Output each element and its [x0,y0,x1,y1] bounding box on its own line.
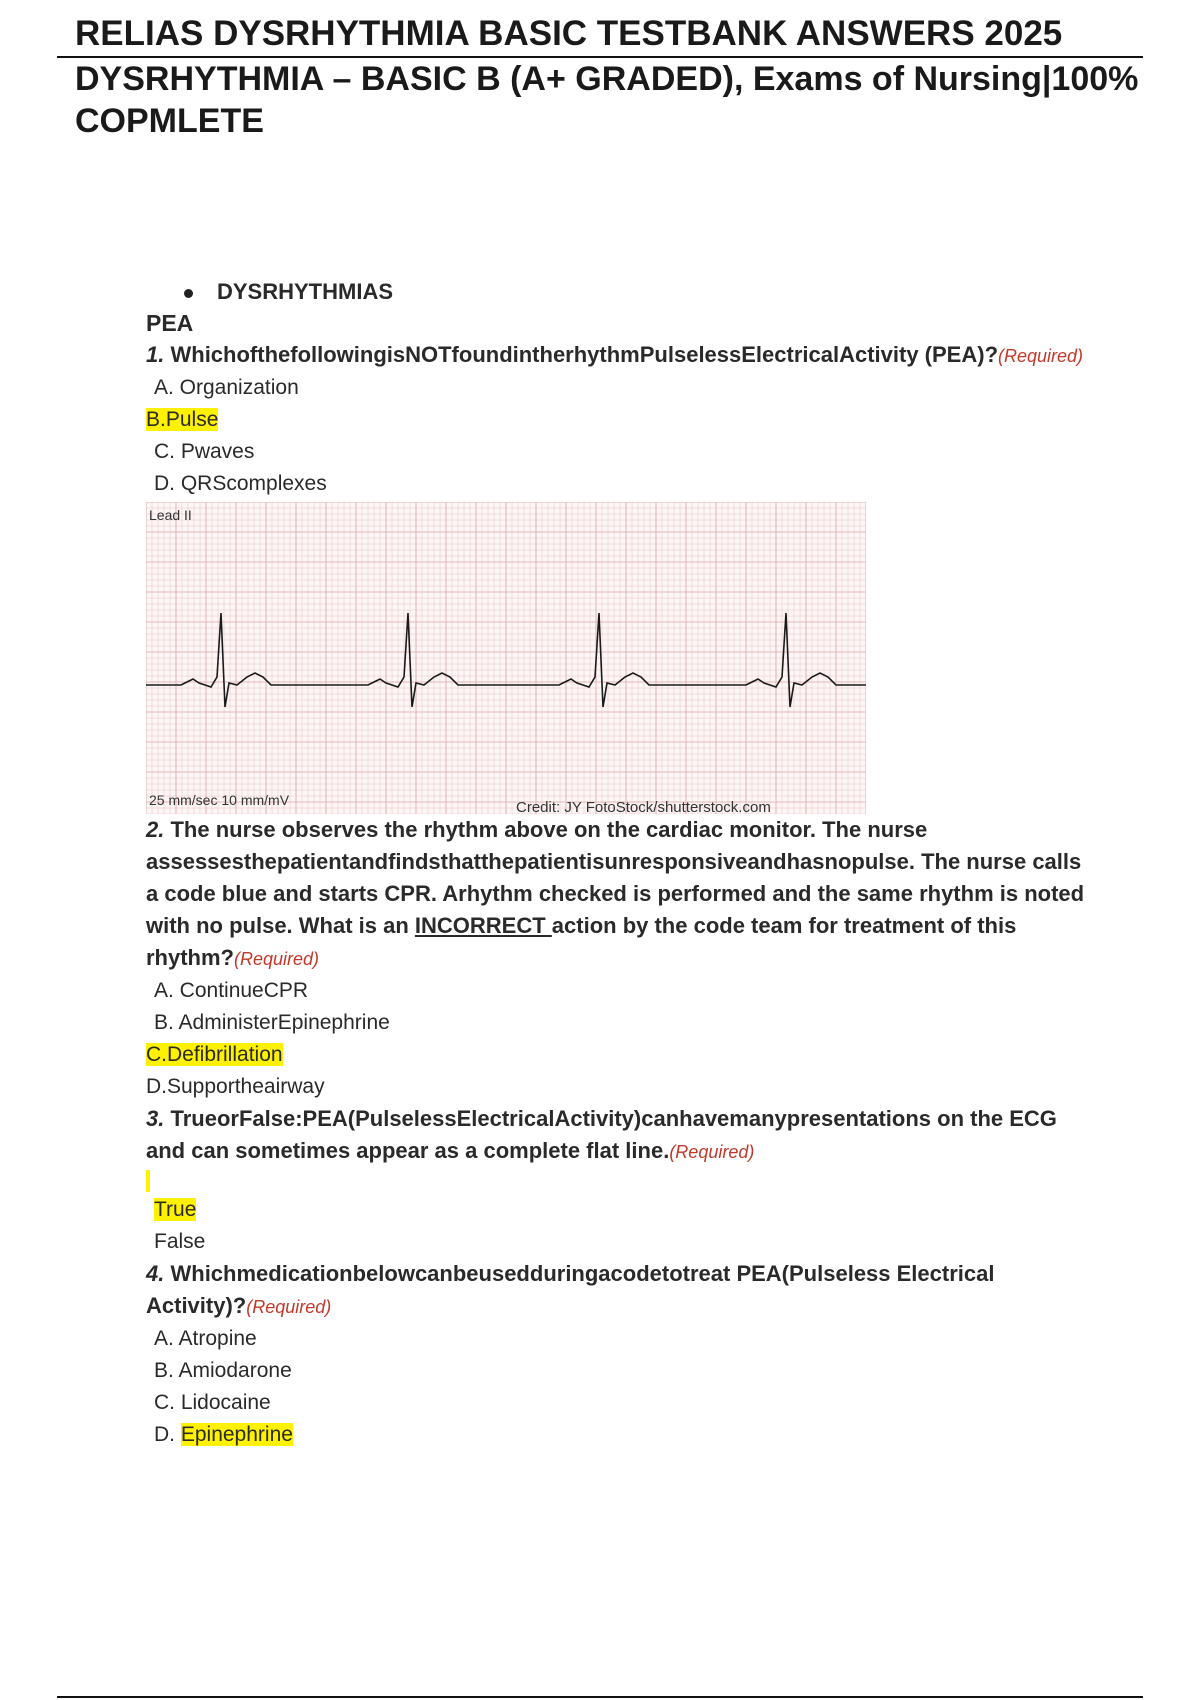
option-1b-answer: B.Pulse [146,408,219,431]
option-1a: A. Organization [154,376,299,399]
footer-rule [57,1696,1143,1698]
question-1: 1. WhichofthefollowingisNOTfoundintherhythmPulselessElectricalActivity (PEA)?(Required) [146,342,1084,367]
required-label: (Required) [234,949,320,969]
question-4: 4. Whichmedicationbelowcanbeusedduringacodetotreat PEA(Pulseless Electrical Activity)?(Required) [146,1261,995,1318]
ecg-grid [146,502,866,814]
question-3: 3. TrueorFalse:PEA(PulselessElectricalActivity)canhavemanypresentations on the ECG and can sometimes appear as a complete flat line.(Required) [146,1106,1057,1163]
bullet-icon [184,289,193,298]
document-subtitle: DYSRHYTHMIA – BASIC B (A+ GRADED), Exams of Nursing|100% COPMLETE [75,60,1139,140]
option-3-false: False [154,1230,206,1253]
ecg-strip [146,502,866,814]
document-body [146,277,1086,1451]
section-label: PEA [146,310,194,336]
option-4a: A. Atropine [154,1327,257,1350]
question-1-text: WhichofthefollowingisNOTfoundintherhythmPulselessElectricalActivity (PEA)? [170,342,999,367]
required-label: (Required) [998,346,1084,366]
ecg-strip-figure [146,502,866,814]
option-2a: A. ContinueCPR [154,979,309,1002]
option-4d-answer: D. Epinephrine [154,1423,293,1446]
option-2d: D.Supportheairway [146,1075,325,1098]
question-2: 2. The nurse observes the rhythm above on the cardiac monitor. The nurse assessesthepatientandfindsthatthepatientisunresponsiveandhasnopulse. The nurse calls a code blue and starts CPR. Arhythm checked is performed and the same rhythm is noted with no pulse. What is an INCORRECT action by the code team for treatment of this rhythm?(Required) [146,817,1085,970]
option-2b: B. AdministerEpinephrine [154,1011,390,1034]
highlight-mark [146,1170,150,1192]
option-2c-answer: C.Defibrillation [146,1043,283,1066]
incorrect-emphasis: INCORRECT [414,913,552,938]
ecg-lead-label: Lead II [149,507,192,523]
required-label: (Required) [246,1297,332,1317]
option-4b: B. Amiodarone [154,1359,292,1382]
highlight-mark-row [146,1168,1086,1194]
required-label: (Required) [669,1142,755,1162]
option-4c: C. Lidocaine [154,1391,271,1414]
ecg-credit-label: Credit: JY FotoStock/shutterstock.com [516,799,771,814]
option-1d: D. QRScomplexes [154,472,327,495]
document-title: RELIAS DYSRHYTHMIA BASIC TESTBANK ANSWERS 2025 [75,14,1063,53]
section-bullet: DYSRHYTHMIAS [146,277,1086,307]
document-header [75,14,1155,142]
option-1c: C. Pwaves [154,440,255,463]
ecg-scale-label: 25 mm/sec 10 mm/mV [149,792,290,808]
option-3-true-answer: True [154,1198,197,1221]
